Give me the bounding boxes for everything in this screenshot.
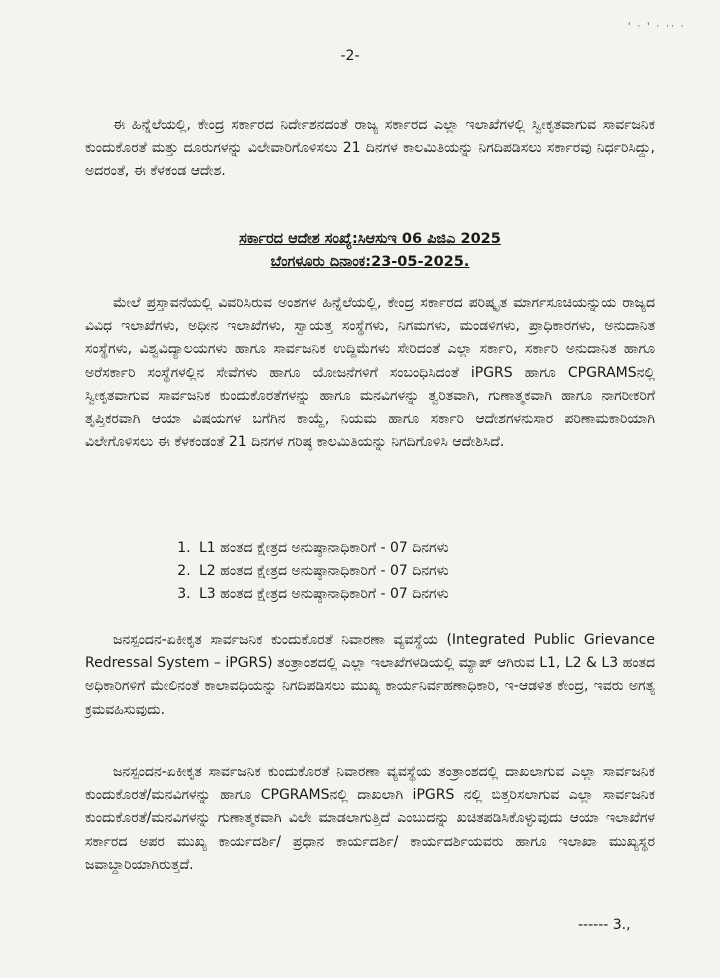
order-body-paragraph: ಮೇಲೆ ಪ್ರಸ್ತಾವನೆಯಲ್ಲಿ ವಿವರಿಸಿರುವ ಅಂಶಗಳ ಹಿನ್ನೆಲೆಯಲ್ಲಿ, ಕೇಂದ್ರ ಸರ್ಕಾರದ ಪರಿಷ್ಕೃತ ಮಾರ್ಗಸೂಚಿಯನ್ನುಯ ರಾಜ್ಯದ ವಿವಿಧ ಇಲಾಖೆಗಳು, ಅಧೀನ ಇಲಾಖೆಗಳು, ಸ್ವಾಯತ್ತ ಸಂಸ್ಥೆಗಳು, ನಿಗಮಗಳು, ಮಂಡಳಿಗಳು, ಪ್ರಾಧಿಕಾರಗಳು, ಅನುದಾನಿತ ಸಂಸ್ಥೆಗಳು, ವಿಶ್ವವಿದ್ಯಾಲಯಗಳು ಹಾಗೂ ಸಾರ್ವಜನಿಕ ಉದ್ದಿಮೆಗಳು ಸೇರಿದಂತೆ ಎಲ್ಲಾ ಸರ್ಕಾರಿ, ಸರ್ಕಾರಿ ಅನುದಾನಿತ ಹಾಗೂ ಅರೆಸರ್ಕಾರಿ ಸಂಸ್ಥೆಗಳಲ್ಲಿನ ಸೇವೆಗಳು ಹಾಗೂ ಯೋಜನೆಗಳಿಗೆ ಸಂಬಂಧಿಸಿದಂತೆ iPGRS ಹಾಗೂ CPGRAMSನಲ್ಲಿ ಸ್ವೀಕೃತವಾಗುವ ಸಾರ್ವಜನಿಕ ಕುಂದುಕೊರತೆಗಳನ್ನು ಹಾಗೂ ಮನವಿಗಳನ್ನು ತ್ವರಿತವಾಗಿ, ಗುಣಾತ್ಮಕವಾಗಿ ಹಾಗೂ ನಾಗರೀಕರಿಗೆ ತೃಪ್ತಿಕರವಾಗಿ ಆಯಾ ವಿಷಯಗಳ ಬಗೆಗಿನ ಕಾಯ್ದೆ, ನಿಯಮ ಹಾಗೂ ಸರ್ಕಾರಿ ಆದೇಶಗಳನುಸಾರ ಪರಿಣಾಮಕಾರಿಯಾಗಿ ವಿಲೇಗೊಳಿಸಲು ಈ ಕೆಳಕಂಡಂತೆ 21 ದಿನಗಳ ಗರಿಷ್ಠ ಕಾಲಮಿತಿಯನ್ನು ನಿಗದಿಗೊಳಿಸಿ ಆದೇಶಿಸಿದೆ. <box>85 295 655 451</box>
order-date: ಬೆಂಗಳೂರು ದಿನಾಂಕ:23-05-2025. <box>270 254 470 270</box>
intro-paragraph: ಈ ಹಿನ್ನೆಲೆಯಲ್ಲಿ, ಕೇಂದ್ರ ಸರ್ಕಾರದ ನಿರ್ದೇಶನದಂತೆ ರಾಜ್ಯ ಸರ್ಕಾರದ ಎಲ್ಲಾ ಇಲಾಖೆಗಳಲ್ಲಿ ಸ್ವೀಕೃತವಾಗುವ ಸಾರ್ವಜನಿಕ ಕುಂದುಕೊರತೆ ಮತ್ತು ದೂರುಗಳನ್ನು ವಿಲೇವಾರಿಗೊಳಿಸಲು 21 ದಿನಗಳ ಕಾಲಮಿತಿಯನ್ನು ನಿಗದಿಪಡಿಸಲು ಸರ್ಕಾರವು ನಿರ್ಧರಿಸಿದ್ದು, ಅದರಂತೆ, ಈ ಕೆಳಕಂಡ ಆದೇಶ. <box>85 117 655 180</box>
order-number: ಸರ್ಕಾರದ ಆದೇಶ ಸಂಖ್ಯೆ:ಸಿಆಸುಇ 06 ಪಿಜಿಎ 2025 <box>239 231 501 247</box>
corner-mark: ' · ' · ·· · <box>628 22 686 32</box>
continuation-marker: ------ 3., <box>578 917 631 933</box>
page-number: -2- <box>340 48 360 64</box>
order-heading <box>85 228 655 274</box>
list-item: 2. L2 ಹಂತದ ಕ್ಷೇತ್ರದ ಅನುಷ್ಠಾನಾಧಿಕಾರಿಗೆ - 07 ದಿನಗಳು <box>195 560 615 583</box>
list-item: 1. L1 ಹಂತದ ಕ್ಷೇತ್ರದ ಅನುಷ್ಠಾನಾಧಿಕಾರಿಗೆ - 07 ದಿನಗಳು <box>195 537 615 560</box>
list-item: 3. L3 ಹಂತದ ಕ್ಷೇತ್ರದ ಅನುಷ್ಠಾನಾಧಿಕಾರಿಗೆ - 07 ದಿನಗಳು <box>195 583 615 606</box>
responsibility-paragraph: ಜನಸ್ಪಂದನ-ಏಕೀಕೃತ ಸಾರ್ವಜನಿಕ ಕುಂದುಕೊರತೆ ನಿವಾರಣಾ ವ್ಯವಸ್ಥೆಯ ತಂತ್ರಾಂಶದಲ್ಲಿ ದಾಖಲಾಗುವ ಎಲ್ಲಾ ಸಾರ್ವಜನಿಕ ಕುಂದುಕೊರತೆ/ಮನವಿಗಳನ್ನು ಹಾಗೂ CPGRAMSನಲ್ಲಿ ದಾಖಲಾಗಿ iPGRS ನಲ್ಲಿ ಬಿತ್ತರಿಸಲಾಗುವ ಎಲ್ಲಾ ಸಾರ್ವಜನಿಕ ಕುಂದುಕೊರತೆ/ಮನವಿಗಳನ್ನು ಗುಣಾತ್ಮಕವಾಗಿ ವಿಲೇ ಮಾಡಲಾಗುತ್ತಿದೆ ಎಂಬುದನ್ನು ಖಚಿತಪಡಿಸಿಕೊಳ್ಳುವುದು ಆಯಾ ಇಲಾಖೆಗಳ ಸರ್ಕಾರದ ಅಪರ ಮುಖ್ಯ ಕಾರ್ಯದರ್ಶಿ/ ಪ್ರಧಾನ ಕಾರ್ಯದರ್ಶಿ/ ಕಾರ್ಯದರ್ಶಿಯವರು ಹಾಗೂ ಇಲಾಖಾ ಮುಖ್ಯಸ್ಥರ ಜವಾಬ್ದಾರಿಯಾಗಿರುತ್ತದೆ. <box>85 764 655 873</box>
timeline-list <box>175 537 615 606</box>
ipgrs-paragraph: ಜನಸ್ಪಂದನ-ಏಕೀಕೃತ ಸಾರ್ವಜನಿಕ ಕುಂದುಕೊರತೆ ನಿವಾರಣಾ ವ್ಯವಸ್ಥೆಯ (Integrated Public Grievance Redressal System – iPGRS) ತಂತ್ರಾಂಶದಲ್ಲಿ ಎಲ್ಲಾ ಇಲಾಖೆಗಳಡಿಯಲ್ಲಿ ಮ್ಯಾಪ್ ಆಗಿರುವ L1, L2 & L3 ಹಂತದ ಅಧಿಕಾರಿಗಳಿಗೆ ಮೇಲಿನಂತೆ ಕಾಲಾವಧಿಯನ್ನು ನಿಗದಿಪಡಿಸಲು ಮುಖ್ಯ ಕಾರ್ಯನಿರ್ವಹಣಾಧಿಕಾರಿ, ಇ-ಆಡಳಿತ ಕೇಂದ್ರ, ಇವರು ಅಗತ್ಯ ಕ್ರಮವಹಿಸುವುದು. <box>85 632 655 718</box>
